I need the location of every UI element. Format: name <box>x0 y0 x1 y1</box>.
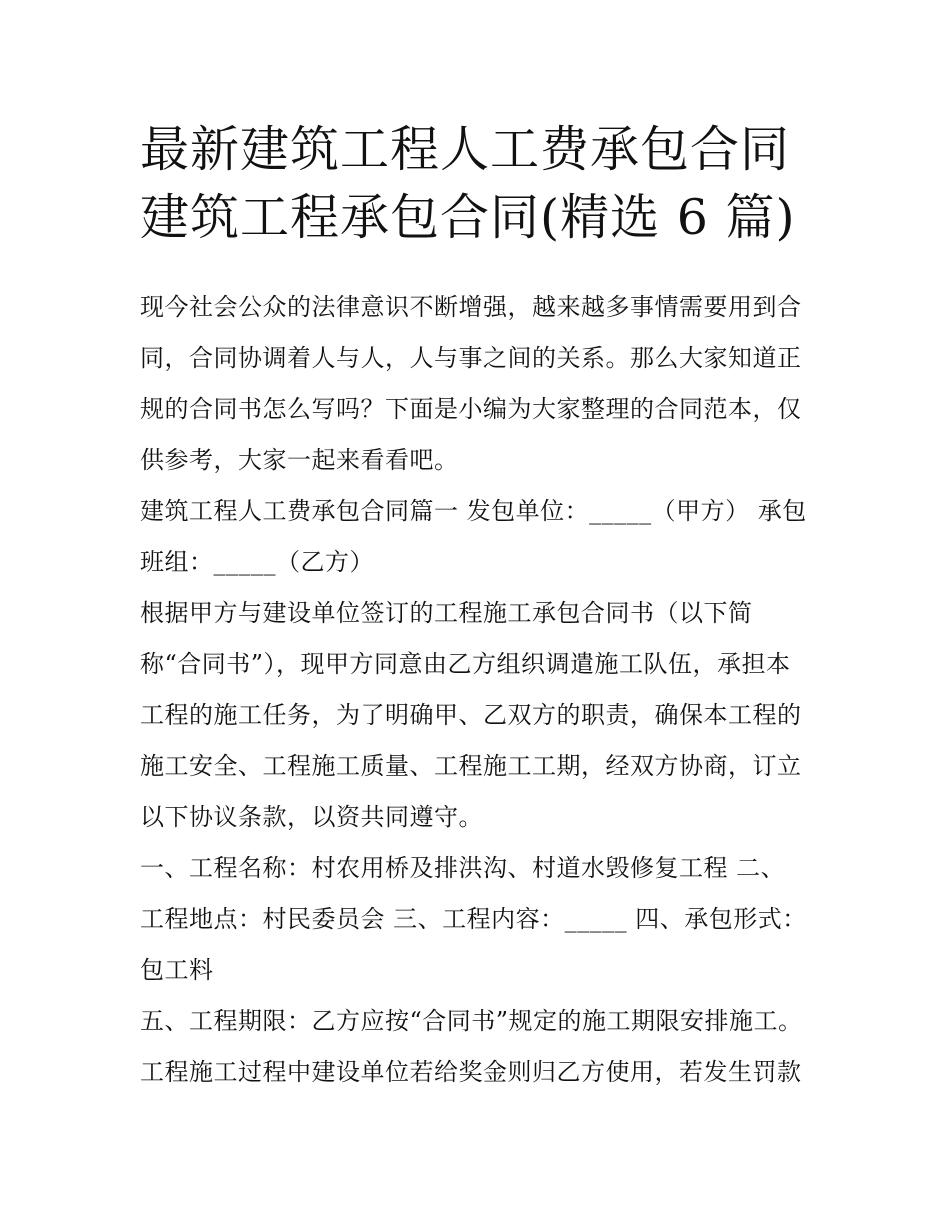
paragraph-clause-5 <box>140 996 820 1098</box>
paragraph-clauses-1-4 <box>140 843 820 996</box>
text-line: 工程的施工任务，为了明确甲、乙双方的职责，确保本工程的 <box>140 701 802 729</box>
text-line: 施工安全、工程施工质量、工程施工工期，经双方协商，订立 <box>140 752 802 780</box>
text-line: 规的合同书怎么写吗？下面是小编为大家整理的合同范本，仅 <box>140 395 802 423</box>
text-line: 建筑工程人工费承包合同篇一 发包单位：_____（甲方） 承包 <box>140 497 807 525</box>
text-line: 供参考，大家一起来看看吧。 <box>140 446 459 474</box>
text-line: 工程施工过程中建设单位若给奖金则归乙方使用，若发生罚款 <box>140 1058 802 1086</box>
text-line: 以下协议条款，以资共同遵守。 <box>140 803 483 831</box>
text-line: 包工料 <box>140 956 214 984</box>
title-line-2: 建筑工程承包合同(精选 6 篇) <box>140 189 796 246</box>
text-line: 现今社会公众的法律意识不断增强，越来越多事情需要用到合 <box>140 293 802 321</box>
text-line: 根据甲方与建设单位签订的工程施工承包合同书（以下简 <box>140 599 753 627</box>
paragraph-parties <box>140 486 820 588</box>
text-line: 工程地点：村民委员会 三、工程内容：_____ 四、承包形式： <box>140 905 807 933</box>
text-line: 同，合同协调着人与人，人与事之间的关系。那么大家知道正 <box>140 344 802 372</box>
title-line-1: 最新建筑工程人工费承包合同 <box>140 121 791 178</box>
text-line: 一、工程名称：村农用桥及排洪沟、村道水毁修复工程 二、 <box>140 854 786 882</box>
document-title <box>140 116 840 252</box>
document-body <box>140 282 820 1098</box>
text-line: 称“合同书”），现甲方同意由乙方组织调遣施工队伍，承担本 <box>140 650 791 678</box>
paragraph-intro <box>140 282 820 486</box>
paragraph-preamble <box>140 588 820 843</box>
text-line: 班组：_____（乙方） <box>140 548 374 576</box>
text-line: 五、工程期限：乙方应按“合同书”规定的施工期限安排施工。 <box>140 1007 803 1035</box>
